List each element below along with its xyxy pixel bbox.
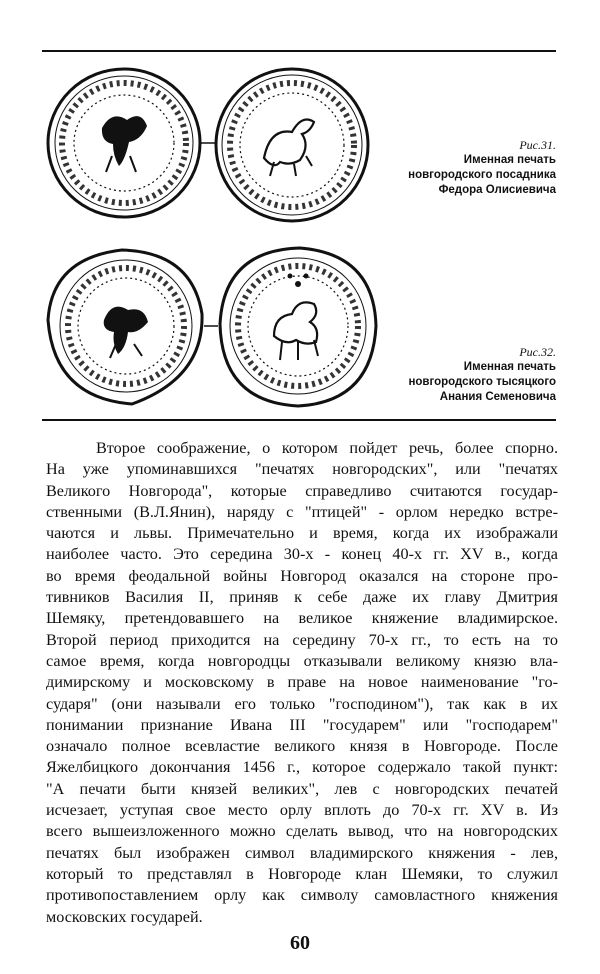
body-line: "А печати быти князей великих", лев с новгородских печатей bbox=[46, 779, 558, 798]
body-line: Яжелбицкого докончания 1456 г., которое содержало такой пункт: bbox=[46, 758, 558, 777]
body-line: означало полное всевластие великого князя в Новгороде. После bbox=[46, 737, 558, 756]
caption-31 bbox=[366, 138, 556, 198]
top-rule bbox=[42, 50, 556, 52]
body-line: чаются и львы. Примечательно и время, когда их изображали bbox=[46, 524, 558, 543]
body-line: наиболее часто. Это середина 30-х - конец 40-х гг. XV в., когда bbox=[46, 545, 558, 564]
caption-32 bbox=[366, 345, 556, 405]
seal-reverse-lion-32 bbox=[220, 248, 376, 406]
body-line: всего вышеизложенного можно сделать вывод, что на новгородских bbox=[46, 822, 558, 841]
body-line: Шемяку, претендовавшего на великое княжение владимирское. bbox=[46, 609, 558, 628]
body-line: ственными (В.Л.Янин), наряду с "птицей" - орлом нередко встре- bbox=[46, 502, 558, 521]
caption-line: Анания Семеновича bbox=[439, 391, 556, 403]
body-line: исчезает, уступая свое место орлу вплоть до 70-х гг. XV в. Из bbox=[46, 801, 558, 820]
seal-obverse-bird-31 bbox=[48, 69, 200, 217]
body-line: Второй период приходится на середину 70-х гг., то есть на то bbox=[46, 630, 558, 649]
body-line: сударя" (они называли его только "господином"), так как в их bbox=[46, 694, 558, 713]
seal-obverse-bird-32 bbox=[48, 250, 202, 404]
figure-31 bbox=[42, 58, 556, 233]
caption-line: Федора Олисиевича bbox=[438, 184, 556, 196]
body-line: противопоставлением орлу как символу самовластного княжения bbox=[46, 886, 558, 905]
body-line: московских государей. bbox=[46, 907, 203, 926]
body-line: печатях был изображен символ владимирского княжения - лев, bbox=[46, 843, 558, 862]
body-text bbox=[46, 438, 558, 928]
body-line: самое время, когда новгородцы отказывали великому князю вла- bbox=[46, 651, 558, 670]
caption-line: новгородского посадника bbox=[408, 169, 556, 181]
body-line: Второе соображение, о котором пойдет речь, более спорно. bbox=[96, 439, 558, 457]
body-line: тивников Василия II, приняв к себе даже их главу Дмитрия bbox=[46, 588, 558, 607]
body-line: димирскому и московскому в праве на новое наименование "го- bbox=[46, 673, 558, 692]
caption-line: Именная печать bbox=[463, 154, 556, 166]
body-line: во время феодальной войны Новгород оказался на стороне про- bbox=[46, 566, 558, 585]
caption-line: новгородского тысяцкого bbox=[408, 376, 556, 388]
body-line: который то представлял в Новгороде клан Шемяки, то служил bbox=[46, 864, 558, 883]
seal-reverse-dragon-31 bbox=[216, 69, 368, 221]
body-line: На уже упоминавшихся "печатях новгородских", или "печатях bbox=[46, 460, 558, 479]
caption-line: Именная печать bbox=[463, 361, 556, 373]
figure-32 bbox=[42, 240, 556, 415]
page-number: 60 bbox=[290, 932, 310, 954]
body-line: понимании признание Ивана III "государем" или "господарем" bbox=[46, 715, 558, 734]
body-line: Великого Новгорода", которые справедливо считаются государ- bbox=[46, 481, 558, 500]
figure-label: Рис.32. bbox=[519, 345, 556, 359]
figure-label: Рис.31. bbox=[519, 138, 556, 152]
bottom-rule bbox=[42, 419, 556, 421]
